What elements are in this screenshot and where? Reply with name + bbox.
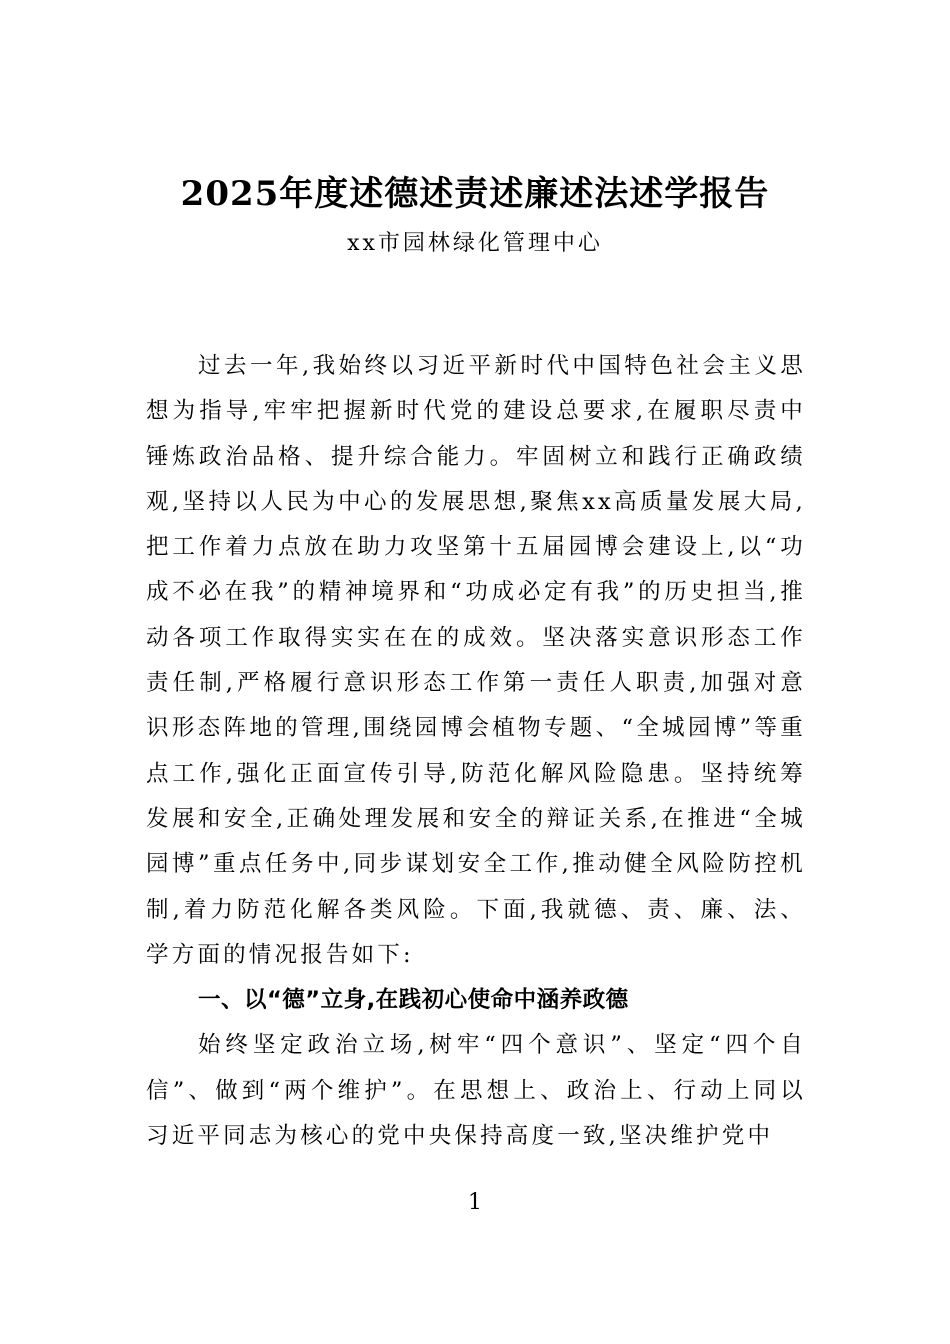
section-paragraph: 始终坚定政治立场,树牢“四个意识”、坚定“四个自信”、做到“两个维护”。在思想上、政治上、行动上同以习近平同志为核心的党中央保持高度一致,坚决维护党中 bbox=[146, 1032, 806, 1150]
intro-paragraph: 过去一年,我始终以习近平新时代中国特色社会主义思想为指导,牢牢把握新时代党的建设总要求,在履职尽责中锤炼政治品格、提升综合能力。牢固树立和践行正确政绩观,坚持以人民为中心的发展思想,聚焦xx高质量发展大局,把工作着力点放在助力攻坚第十五届园博会建设上,以“功成不必在我”的精神境界和“功成必定有我”的历史担当,推动各项工作取得实实在在的成效。坚决落实意识形态工作责任制,严格履行意识形态工作第一责任人职责,加强对意识形态阵地的管理,围绕园博会植物专题、“全城园博”等重点工作,强化正面宣传引导,防范化解风险隐患。坚持统筹发展和安全,正确处理发展和安全的辩证关系,在推进“全城园博”重点任务中,同步谋划安全工作,推动健全风险防控机制,着力防范化解各类风险。下面,我就德、责、廉、法、学方面的情况报告如下: bbox=[146, 353, 806, 968]
document-author: xx市园林绿化管理中心 bbox=[347, 231, 603, 256]
section-heading: 一、以“德”立身,在践初心使命中涵养政德 bbox=[198, 987, 629, 1014]
page-number: 1 bbox=[468, 1190, 482, 1215]
document-title: 2025年度述德述责述廉述法述学报告 bbox=[180, 174, 770, 214]
document-body bbox=[146, 344, 806, 1159]
